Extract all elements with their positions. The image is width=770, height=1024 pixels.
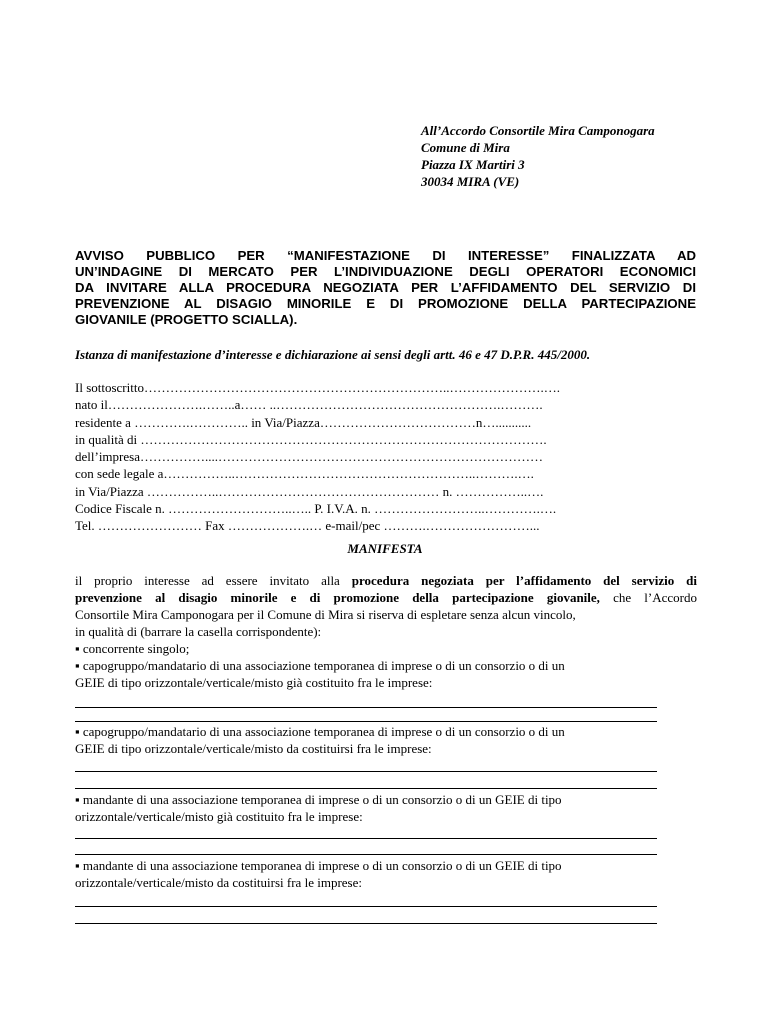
field-line: Tel. …………………… Fax ……………….… e-mail/pec ……….……………………... — [75, 518, 540, 534]
option-line: orizzontale/verticale/misto già costituito fra le imprese: — [75, 809, 363, 824]
field-line: Il sottoscritto……………………………………………………………..………………….…. — [75, 380, 560, 395]
title-line: DA INVITARE ALLA PROCEDURA NEGOZIATA PER L’AFFIDAMENTO DEL SERVIZIO DI — [75, 280, 696, 295]
option-line: orizzontale/verticale/misto da costituirsi fra le imprese: — [75, 875, 362, 890]
option-leader-to-be-constituted[interactable] — [75, 723, 665, 757]
title-line: PREVENZIONE AL DISAGIO MINORILE E DI PROMOZIONE DELLA PARTECIPAZIONE — [75, 296, 696, 311]
title-line: AVVISO PUBBLICO PER “MANIFESTAZIONE DI INTERESSE” FINALIZZATA AD — [75, 248, 696, 263]
applicant-fields — [75, 379, 560, 535]
field-line: residente a ………….………….. in Via/Piazza………………………………n…........... — [75, 414, 532, 430]
option-line: ▪ capogruppo/mandatario di una associazione temporanea di imprese o di un consorzio o di un — [75, 724, 565, 739]
recipient-address — [421, 122, 655, 190]
option-line: GEIE di tipo orizzontale/verticale/misto da costituirsi fra le imprese: — [75, 741, 432, 756]
fill-in-line[interactable] — [75, 707, 657, 708]
fill-in-line[interactable] — [75, 788, 657, 789]
address-line: 30034 MIRA (VE) — [421, 174, 520, 189]
field-line: con sede legale a……………..………………………………………………..……….…. — [75, 466, 534, 482]
option-principal-to-be-constituted[interactable] — [75, 857, 665, 891]
field-line: Codice Fiscale n. ………………………..….. P. I.V.A. n. ……………………..………….…. — [75, 501, 557, 517]
fill-in-line[interactable] — [75, 721, 657, 722]
declaration-paragraph — [75, 572, 697, 691]
paragraph-bold-text: prevenzione al disagio minorile e di promozione della partecipazione giovanile, — [75, 590, 600, 605]
field-line: in Via/Piazza ……………..…………………………………………… n. ……………..…. — [75, 483, 544, 499]
option-leader-constituted[interactable]: ▪ capogruppo/mandatario di una associazione temporanea di imprese o di un consorzio o di un — [75, 658, 565, 673]
option-single-competitor[interactable]: ▪ concorrente singolo; — [75, 641, 190, 656]
option-principal-constituted[interactable] — [75, 791, 665, 825]
paragraph-bold-text: procedura negoziata per l’affidamento del servizio di — [351, 573, 697, 588]
paragraph-line: GEIE di tipo orizzontale/verticale/misto già costituito fra le imprese: — [75, 675, 433, 690]
title-line: GIOVANILE (PROGETTO SCIALLA). — [75, 312, 298, 327]
fill-in-line[interactable] — [75, 923, 657, 924]
fill-in-line[interactable] — [75, 771, 657, 772]
field-line: dell’impresa……………....………………………………………………………………… — [75, 449, 543, 465]
paragraph-text: che l’Accordo — [599, 590, 697, 605]
paragraph-line: Consortile Mira Camponogara per il Comune di Mira si riserva di espletare senza alcun vincolo, — [75, 607, 576, 622]
fill-in-line[interactable] — [75, 854, 657, 855]
document-title — [75, 248, 696, 328]
paragraph-line — [75, 572, 697, 589]
fill-in-line[interactable] — [75, 838, 657, 839]
paragraph-line: in qualità di (barrare la casella corrispondente): — [75, 624, 322, 639]
field-line: in qualità di …………………………………………………………………………………. — [75, 431, 547, 447]
fill-in-line[interactable] — [75, 906, 657, 907]
address-line: Comune di Mira — [421, 140, 510, 155]
address-line: All’Accordo Consortile Mira Camponogara — [421, 123, 655, 138]
paragraph-text: il proprio interesse ad essere invitato alla — [75, 573, 352, 588]
option-line: ▪ mandante di una associazione temporanea di imprese o di un consorzio o di un GEIE di tipo — [75, 858, 562, 873]
title-line: UN’INDAGINE DI MERCATO PER L’INDIVIDUAZIONE DEGLI OPERATORI ECONOMICI — [75, 264, 696, 279]
field-line: nato il………………….……..a…… ..…………………………………………….………. — [75, 397, 543, 413]
option-line: ▪ mandante di una associazione temporanea di imprese o di un consorzio o di un GEIE di tipo — [75, 792, 562, 807]
address-line: Piazza IX Martiri 3 — [421, 157, 525, 172]
paragraph-line — [75, 589, 697, 606]
section-heading: MANIFESTA — [347, 541, 423, 556]
document-subtitle: Istanza di manifestazione d’interesse e dichiarazione ai sensi degli artt. 46 e 47 D.P.R. 445/2000. — [75, 347, 591, 362]
